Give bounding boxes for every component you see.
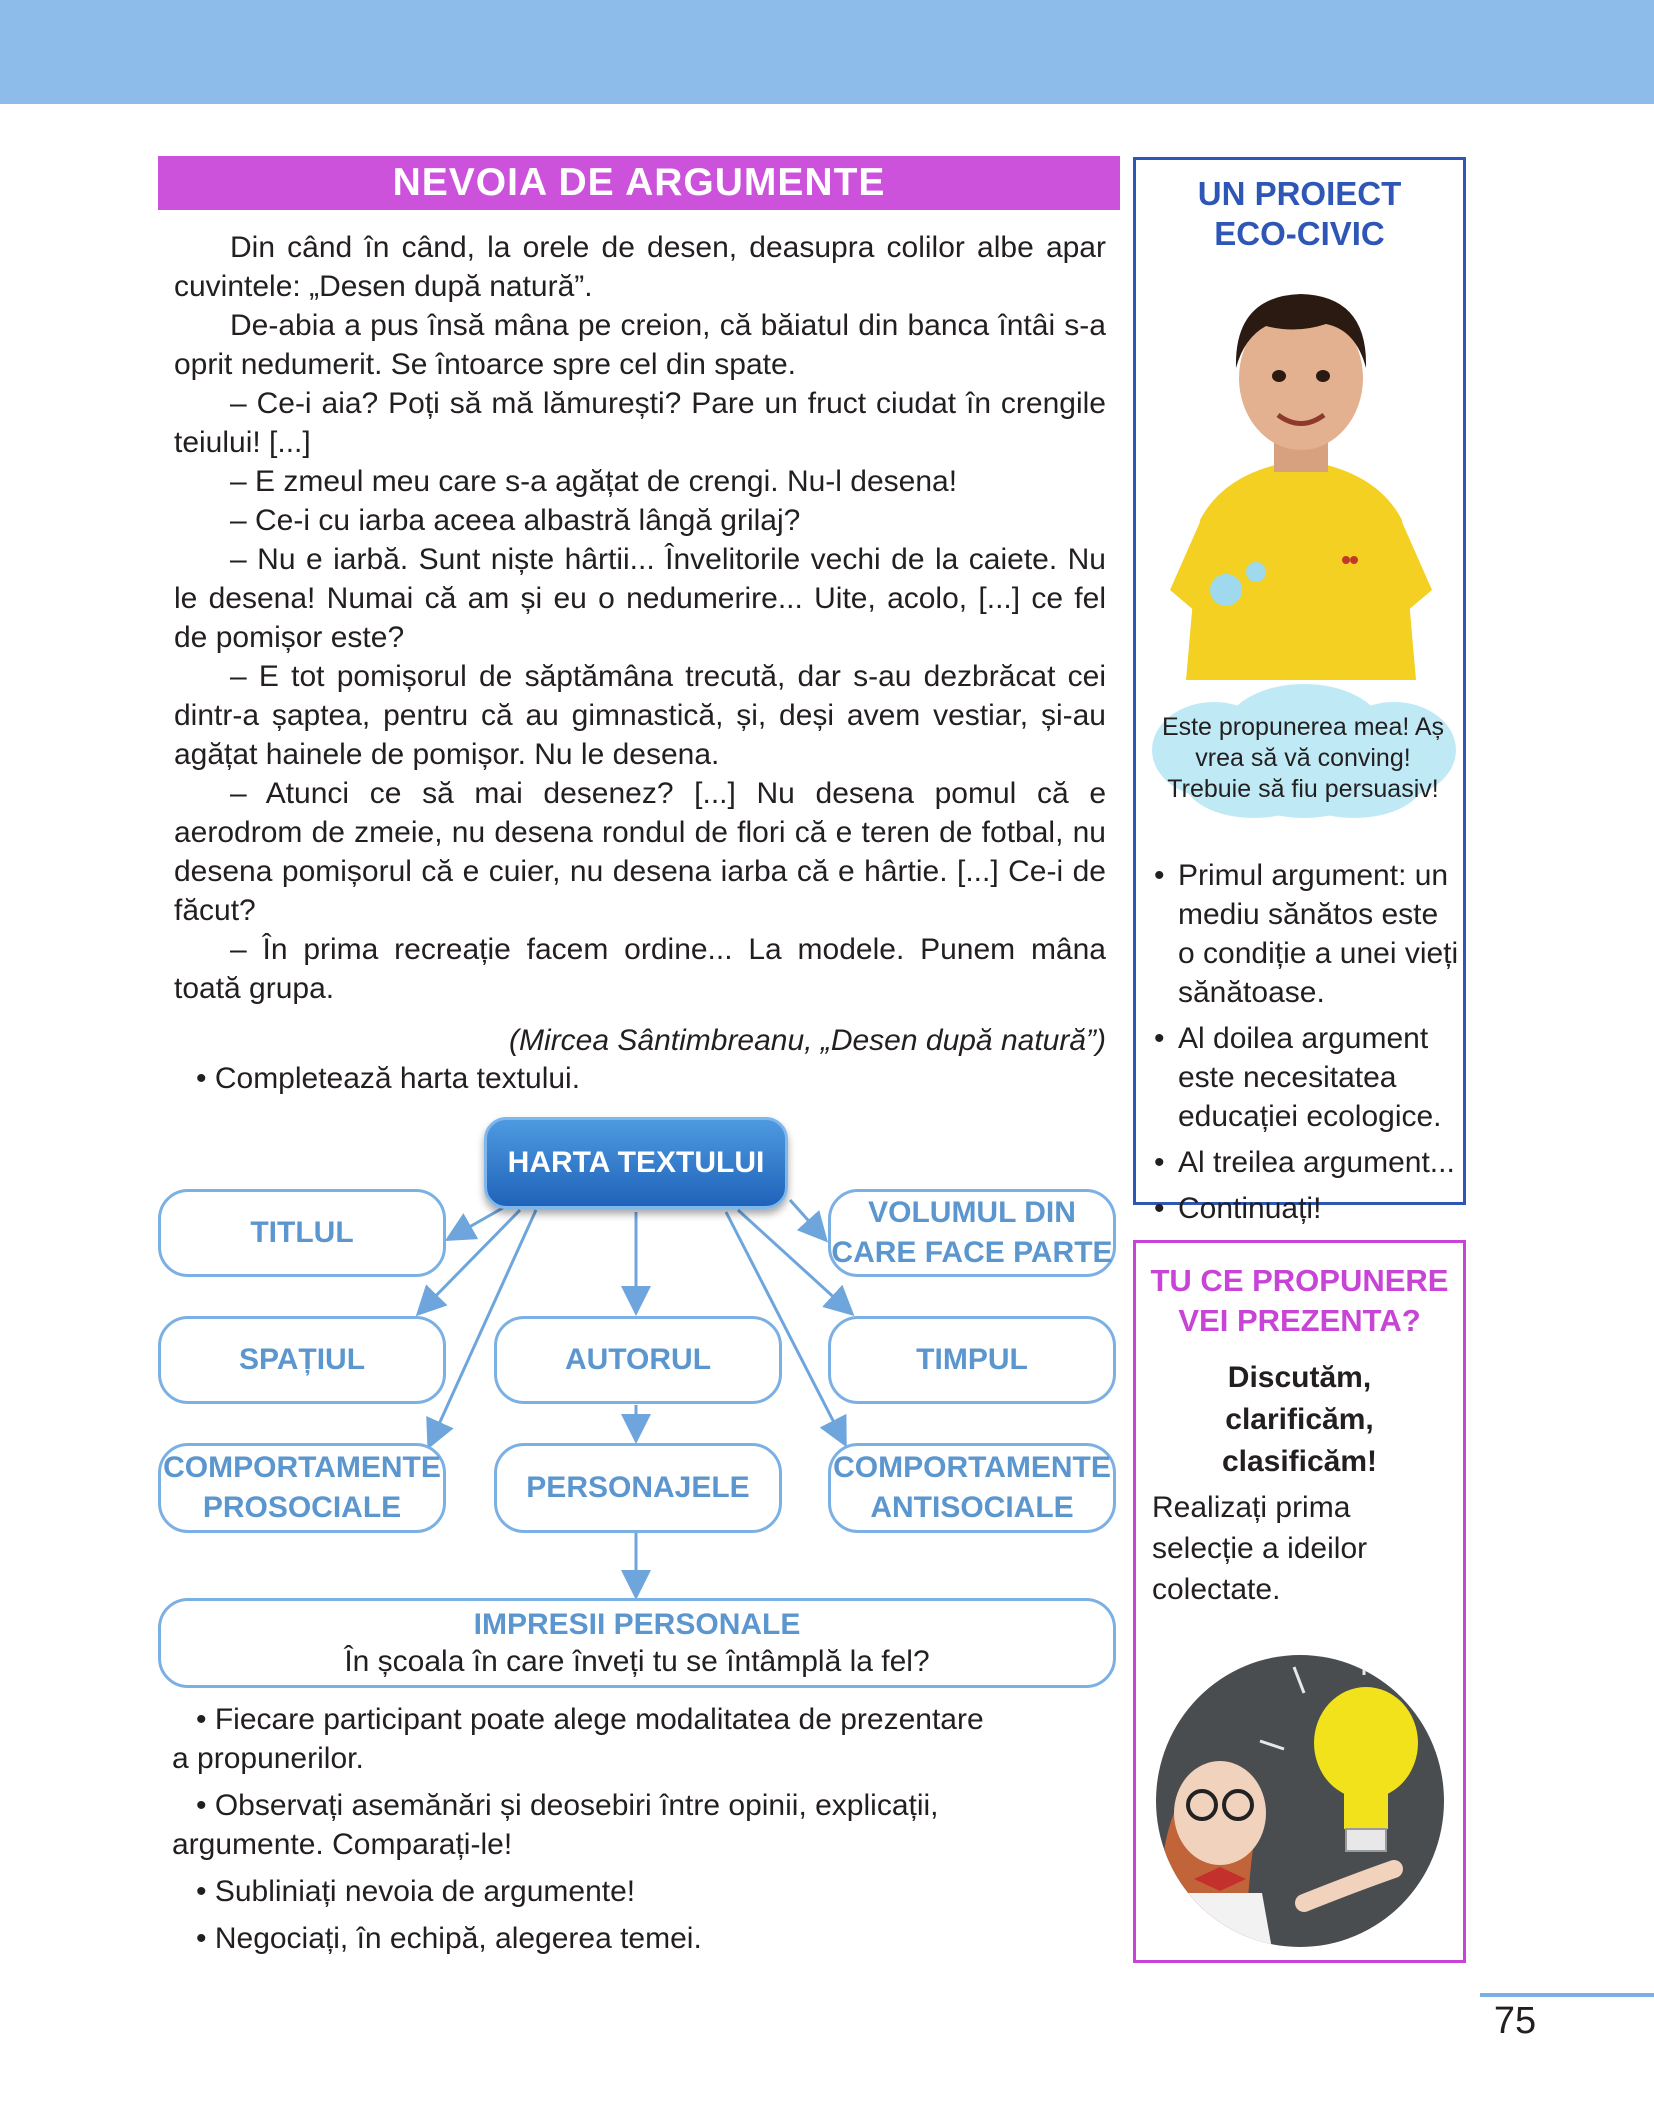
map-node-titlul: TITLUL bbox=[158, 1189, 446, 1277]
map-node-volumul: VOLUMUL DIN CARE FACE PARTE bbox=[828, 1189, 1116, 1277]
eco-civic-sidebar bbox=[1133, 157, 1466, 1225]
argument-item: • Al treilea argument... bbox=[1154, 1143, 1460, 1182]
slogan-line: clasificăm! bbox=[1221, 1445, 1378, 1478]
story-paragraph: – Ce-i cu iarba aceea albastră lângă grilaj? bbox=[230, 504, 801, 537]
story-paragraph: – Nu e iarbă. Sunt niște hârtii... Învelitorile vechi de la caiete. Nu le desena! Numai că am și eu o nedumerire... Uite, acolo, [...] ce fel de pomișor este? bbox=[174, 543, 1106, 654]
map-center-node: HARTA TEXTULUI bbox=[484, 1117, 788, 1209]
story-paragraph: – În prima recreație facem ordine... La modele. Punem mâna toată grupa. bbox=[174, 933, 1106, 1005]
task-text: • Fiecare participant poate alege modalitatea de prezentare bbox=[196, 1703, 984, 1736]
story-paragraph: – Atunci ce să mai desenez? [...] Nu desena pomul că e aerodrom de zmeie, nu desena rondul de flori că e teren de fotbal, nu desena pomișorul că e cuier, nu desena iarba că e hârtie. [...] Ce-i de făcut? bbox=[174, 777, 1106, 927]
story-paragraph: Din când în când, la orele de desen, deasupra colilor albe apar cuvintele: „Desen după natură”. bbox=[174, 231, 1106, 303]
slogan-line: Discutăm, bbox=[1227, 1361, 1372, 1394]
sidebar-instruction: Realizați prima selecție a ideilor colectate. bbox=[1152, 1491, 1368, 1606]
map-node-personajele: PERSONAJELE bbox=[494, 1443, 782, 1533]
sidebar-title-line: ECO-CIVIC bbox=[1214, 215, 1385, 252]
sidebar-title bbox=[1136, 174, 1463, 254]
task-item bbox=[172, 1786, 1122, 1864]
page-number-rule bbox=[1480, 1993, 1654, 1997]
boy-photo bbox=[1166, 260, 1436, 680]
proposal-sidebar bbox=[1133, 1240, 1466, 1963]
argument-list bbox=[1154, 856, 1460, 1235]
page-number: 75 bbox=[1493, 2000, 1537, 2042]
story-paragraph: De-abia a pus însă mâna pe creion, că băiatul din banca întâi s-a oprit nedumerit. Se întoarce spre cel din spate. bbox=[174, 309, 1106, 381]
section-title: NEVOIA DE ARGUMENTE bbox=[158, 156, 1120, 210]
task-text: • Negociați, în echipă, alegerea temei. bbox=[196, 1922, 702, 1955]
argument-item: • Al doilea argument este necesitatea educației ecologice. bbox=[1154, 1019, 1460, 1136]
task-text: • Observați asemănări și deosebiri între opinii, explicații, bbox=[196, 1789, 939, 1822]
sidebar-title bbox=[1136, 1261, 1463, 1341]
task-list bbox=[172, 1700, 1122, 1966]
girl-lightbulb-photo bbox=[1154, 1653, 1446, 1949]
story-paragraph: – Ce-i aia? Poți să mă lămurești? Pare un fruct ciudat în crengile teiului! [...] bbox=[174, 387, 1106, 459]
arrow-titlul bbox=[450, 1205, 508, 1238]
task-item bbox=[172, 1919, 1122, 1958]
sidebar-title-line: TU CE PROPUNERE bbox=[1150, 1263, 1449, 1298]
discussion-slogan bbox=[1136, 1357, 1463, 1483]
task-item bbox=[172, 1872, 1122, 1911]
story-paragraph: – E zmeul meu care s-a agățat de crengi. Nu-l desena! bbox=[230, 465, 958, 498]
sidebar-title-line: UN PROIECT bbox=[1197, 175, 1402, 212]
story-text bbox=[174, 228, 1106, 1060]
map-node-prosociale: COMPORTAMENTE PROSOCIALE bbox=[158, 1443, 446, 1533]
task-item bbox=[172, 1700, 1122, 1778]
impresii-question: În școala în care înveți tu se întâmplă la fel? bbox=[344, 1645, 930, 1678]
sidebar-title-line: VEI PREZENTA? bbox=[1178, 1303, 1421, 1338]
arrow-volumul bbox=[790, 1200, 824, 1238]
task-text: • Subliniați nevoia de argumente! bbox=[196, 1875, 636, 1908]
slogan-line: clarificăm, bbox=[1225, 1403, 1374, 1436]
argument-item: • Primul argument: un mediu sănătos este o condiție a unei vieți sănătoase. bbox=[1154, 856, 1460, 1012]
argument-item: • Continuați! bbox=[1154, 1189, 1460, 1228]
speech-text: Este propunerea mea! Aș vrea să vă conving! Trebuie să fiu persuasiv! bbox=[1161, 713, 1445, 803]
top-color-band bbox=[0, 0, 1654, 104]
task-text-continued: a propunerilor. bbox=[172, 1742, 364, 1775]
impresii-title: IMPRESII PERSONALE bbox=[473, 1608, 801, 1641]
map-node-impresii bbox=[158, 1598, 1116, 1688]
map-instruction: • Completează harta textului. bbox=[196, 1062, 581, 1095]
map-node-timpul: TIMPUL bbox=[828, 1316, 1116, 1404]
story-citation: (Mircea Sântimbreanu, „Desen după natură”) bbox=[509, 1024, 1106, 1057]
task-text-continued: argumente. Comparați-le! bbox=[172, 1828, 513, 1861]
map-node-autorul: AUTORUL bbox=[494, 1316, 782, 1404]
story-paragraph: – E tot pomișorul de săptămâna trecută, dar s-au dezbrăcat cei dintr-a șaptea, pentru că au gimnastică, și, deși avem vestiar, și-au agățat hainele de pomișor. Nu le desena. bbox=[174, 660, 1106, 771]
map-node-spatiul: SPAȚIUL bbox=[158, 1316, 446, 1404]
map-node-antisociale: COMPORTAMENTE ANTISOCIALE bbox=[828, 1443, 1116, 1533]
